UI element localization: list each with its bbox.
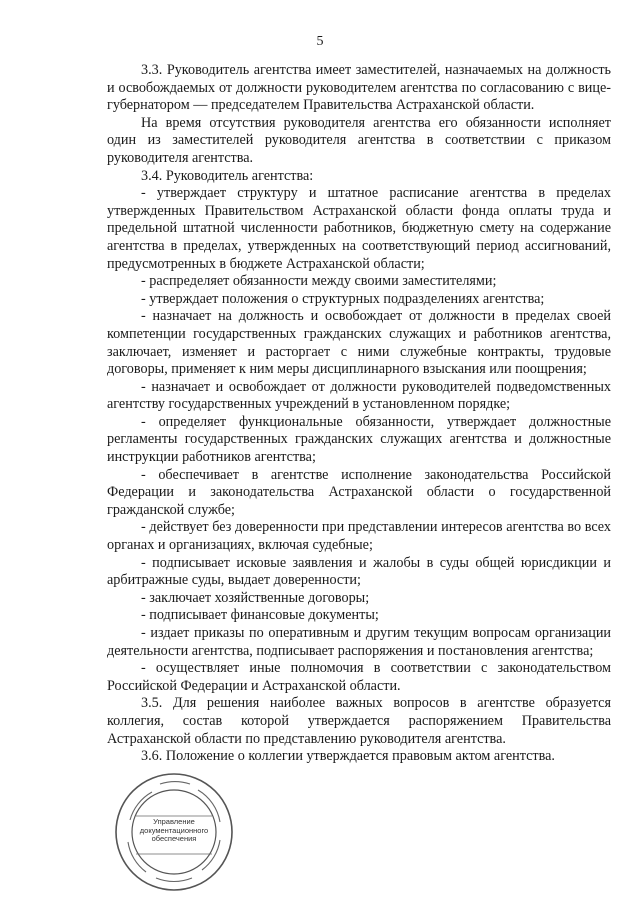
stamp-line: документационного bbox=[139, 825, 209, 835]
list-item: - осуществляет иные полномочия в соответствии с законодательством Российской Федерации и Астраханской области. bbox=[107, 660, 611, 694]
list-item: - определяет функциональные обязанности, утверждает должностные регламенты государственных гражданских служащих агентства и должностные инструкции работников агентства; bbox=[107, 413, 611, 466]
paragraph-3-5: 3.5. Для решения наиболее важных вопросов в агентстве образуется коллегия, состав которой утверждается распоряжением Правительства Астраханской области по представлению руководителя агентства. bbox=[107, 695, 611, 747]
stamp-line: Управление bbox=[153, 817, 195, 826]
list-item: - заключает хозяйственные договоры; bbox=[141, 589, 370, 606]
list-item: - обеспечивает в агентстве исполнение законодательства Российской Федерации и законодательства Астраханской области о государственной гражданской службе; bbox=[107, 466, 611, 518]
list-item: - назначает и освобождает от должности руководителей подведомственных агентству государственных учреждений в установленном порядке; bbox=[107, 378, 611, 413]
page-number: 5 bbox=[316, 34, 324, 49]
list-item: - действует без доверенности при представлении интересов агентства во всех органах и организациях, включая судебные; bbox=[107, 519, 611, 554]
list-item: - назначает на должность и освобождает от должности в пределах своей компетенции государственных гражданских служащих и работников агентства, заключает, изменяет и расторгает с ними служебные контракты, трудовые договоры, применяет к ним меры дисциплинарного взыскания или поощрения; bbox=[107, 308, 611, 378]
paragraph-3-4: 3.4. Руководитель агентства: bbox=[141, 167, 314, 184]
list-item: - утверждает структуру и штатное расписание агентства в пределах утвержденных Правительством Астраханской области фонда оплаты труда и предельной штатной численности работников, бюджетную смету на содержание агентства в пределах, утвержденных на соответствующий период ассигнований, предусмотренных в бюджете Астраханской области; bbox=[107, 185, 611, 272]
list-item: - подписывает исковые заявления и жалобы в суды общей юрисдикции и арбитражные суды, выдает доверенности; bbox=[107, 554, 611, 589]
paragraph-3-3: 3.3. Руководитель агентства имеет заместителей, назначаемых на должность и освобождаемых от должности руководителем агентства по согласованию с вице-губернатором — председателем Правительства Астраханской области. bbox=[107, 62, 611, 114]
list-item: - издает приказы по оперативным и другим текущим вопросам организации деятельности агентства, подписывает распоряжения и постановления агентства; bbox=[107, 625, 611, 659]
paragraph-3-6: 3.6. Положение о коллегии утверждается правовым актом агентства. bbox=[141, 748, 555, 765]
document-body bbox=[107, 62, 611, 766]
list-item: - утверждает положения о структурных подразделениях агентства; bbox=[141, 290, 545, 307]
round-seal-stamp bbox=[112, 770, 236, 894]
paragraph-absence: На время отсутствия руководителя агентства его обязанности исполняет один из заместителей руководителя агентства в соответствии с приказом руководителя агентства. bbox=[107, 114, 611, 166]
list-item: - подписывает финансовые документы; bbox=[141, 607, 379, 624]
stamp-line: обеспечения bbox=[151, 834, 197, 843]
list-item: - распределяет обязанности между своими заместителями; bbox=[141, 273, 497, 290]
